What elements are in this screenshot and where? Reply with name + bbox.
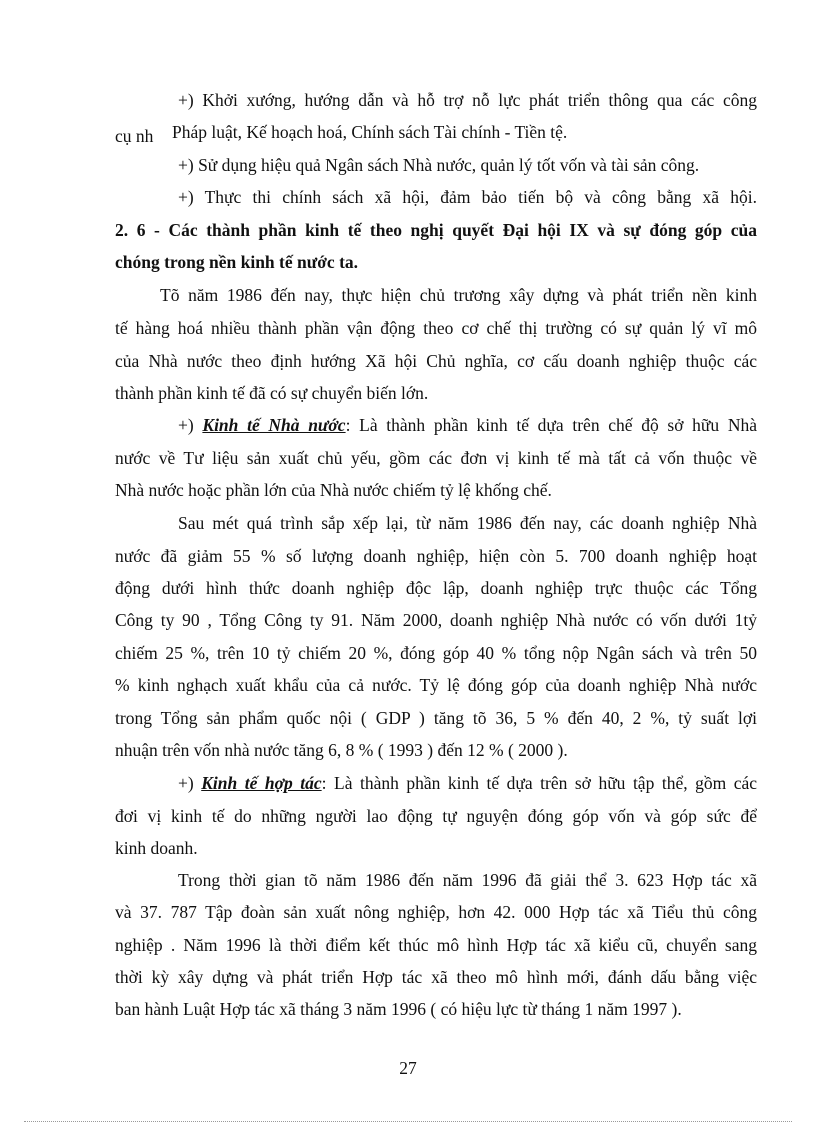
- body-line: [115, 120, 757, 144]
- section-heading: chóng trong nền kinh tế nước ta.: [115, 252, 359, 272]
- body-line: trong Tổng sản phẩm quốc nội ( GDP ) tăng tõ 36, 5 % đến 40, 2 %, tỷ suất lợi: [115, 708, 757, 728]
- body-line: nước về Tư liệu sản xuất chủ yếu, gồm các đơn vị kinh tế mà tất cả vốn thuộc về: [115, 448, 757, 468]
- body-line: % kinh nghạch xuất khẩu của cả nước. Tỷ lệ đóng góp của doanh nghiệp Nhà nước: [115, 675, 757, 695]
- term-state-economy: Kinh tế Nhà nước: [202, 415, 346, 435]
- body-line: và 37. 787 Tập đoàn sản xuất nông nghiệp, hơn 42. 000 Hợp tác xã Tiểu thủ công: [115, 902, 757, 922]
- body-line: [178, 413, 757, 437]
- term-cooperative-economy: Kinh tế hợp tác: [201, 773, 322, 793]
- body-line: của Nhà nước theo định hướng Xã hội Chủ nghĩa, cơ cấu doanh nghiệp thuộc các: [115, 351, 757, 371]
- body-line: thời kỳ xây dựng và phát triển Hợp tác xã theo mô hình mới, đánh dấu bằng việc: [115, 967, 757, 987]
- line-lead: +): [178, 773, 202, 793]
- body-line: nước đã giảm 55 % số lượng doanh nghiệp, hiện còn 5. 700 doanh nghiệp hoạt: [115, 546, 757, 566]
- section-heading: 2. 6 - Các thành phần kinh tế theo nghị quyết Đại hội IX và sự đóng góp của: [115, 220, 757, 240]
- body-line: Sau mét quá trình sắp xếp lại, từ năm 1986 đến nay, các doanh nghiệp Nhà: [178, 513, 757, 533]
- body-line: kinh doanh.: [115, 838, 198, 858]
- body-line: Nhà nước hoặc phần lớn của Nhà nước chiếm tỷ lệ khống chế.: [115, 480, 552, 500]
- line-text: Pháp luật, Kế hoạch hoá, Chính sách Tài chính - Tiền tệ.: [172, 122, 568, 142]
- line-prefix: cụ nh: [115, 126, 154, 146]
- body-line: đơi vị kinh tế do những người lao động tự nguyện đóng góp vốn và góp sức để: [115, 806, 757, 826]
- line-text: : Là thành phần kinh tế dựa trên chế độ sở hữu Nhà: [345, 415, 757, 435]
- body-line: thành phần kinh tế đã có sự chuyển biến lớn.: [115, 383, 429, 403]
- body-line: +) Sử dụng hiệu quả Ngân sách Nhà nước, quản lý tốt vốn và tài sản công.: [178, 155, 700, 175]
- body-line: ban hành Luật Hợp tác xã tháng 3 năm 1996 ( có hiệu lực từ tháng 1 năm 1997 ).: [115, 999, 682, 1019]
- body-line: nghiệp . Năm 1996 là thời điểm kết thúc mô hình Hợp tác xã kiểu cũ, chuyển sang: [115, 935, 757, 955]
- body-line: Trong thời gian tõ năm 1986 đến năm 1996 đã giải thể 3. 623 Hợp tác xã: [178, 870, 757, 890]
- body-line: +) Khởi xướng, hướng dẫn và hỗ trợ nỗ lực phát triển thông qua các công: [178, 90, 757, 110]
- body-line: nhuận trên vốn nhà nước tăng 6, 8 % ( 1993 ) đến 12 % ( 2000 ).: [115, 740, 568, 760]
- body-line: [178, 771, 757, 795]
- body-line: +) Thực thi chính sách xã hội, đảm bảo tiến bộ và công bằng xã hội.: [178, 187, 757, 207]
- page-bottom-divider: [24, 1121, 792, 1122]
- body-line: tế hàng hoá nhiều thành phần vận động theo cơ chế thị trường có sự quản lý vĩ mô: [115, 318, 757, 338]
- body-line: Tõ năm 1986 đến nay, thực hiện chủ trương xây dựng và phát triển nền kinh: [160, 285, 757, 305]
- page-number: 27: [399, 1058, 417, 1078]
- line-lead: +): [178, 415, 203, 435]
- line-text: : Là thành phần kinh tế dựa trên sở hữu tập thể, gồm các: [321, 773, 758, 793]
- body-line: Công ty 90 , Tổng Công ty 91. Năm 2000, doanh nghiệp Nhà nước có vốn dưới 1tỷ: [115, 610, 757, 630]
- body-line: chiếm 25 %, trên 10 tỷ chiếm 20 %, đóng góp 40 % tổng nộp Ngân sách và trên 50: [115, 643, 757, 663]
- body-line: động dưới hình thức doanh nghiệp độc lập, doanh nghiệp trực thuộc các Tổng: [115, 578, 757, 598]
